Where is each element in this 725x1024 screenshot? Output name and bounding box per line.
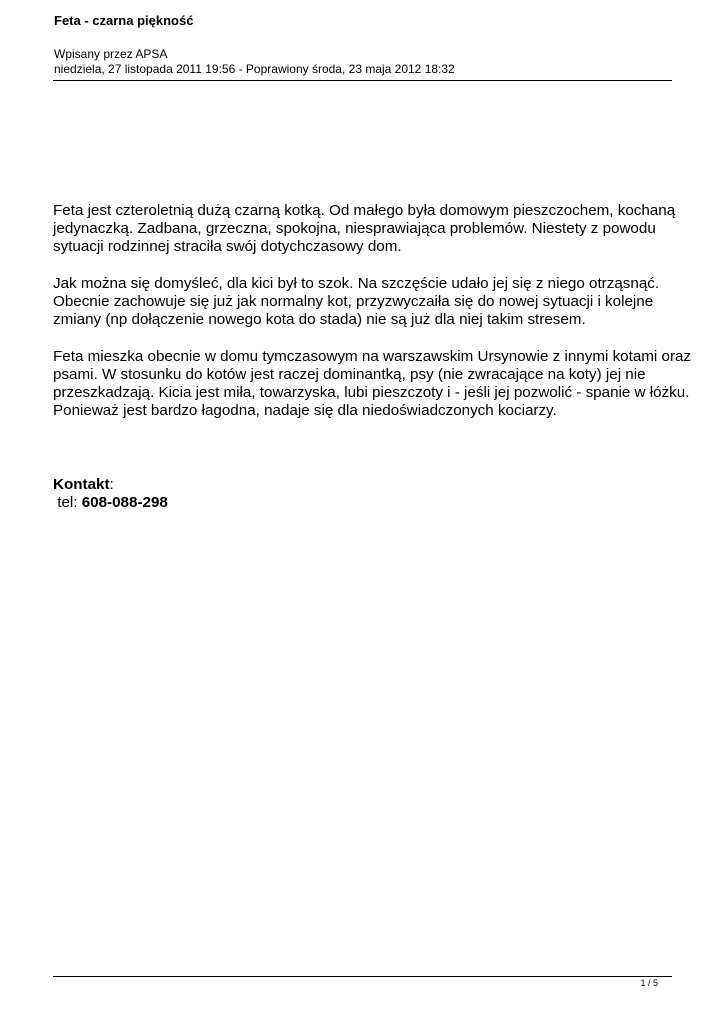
contact-label-colon: :	[109, 476, 114, 493]
article-body	[53, 202, 693, 439]
text-line: psami. W stosunku do kotów jest raczej dominantką, psy (nie zwracające na koty) jej nie	[53, 365, 646, 383]
text-line: Obecnie zachowuje się już jak normalny kot, przyzwyczaiła się do nowej sytuacji i kolejne	[53, 293, 654, 310]
text-line: Jak można się domyśleć, dla kici był to szok. Na szczęście udało jej się z niego otrząsnąć.	[53, 274, 660, 292]
text-line: Feta mieszka obecnie w domu tymczasowym na warszawskim Ursynowie z innymi kotami oraz	[53, 347, 692, 365]
paragraph-2	[53, 275, 693, 330]
text-line: przeszkadzają. Kicia jest miła, towarzyska, lubi pieszczoty i - jeśli jej pozwolić - spanie w łóżku.	[53, 384, 690, 401]
page-number: 1 / 5	[640, 978, 658, 988]
text-line: Feta jest czteroletnią dużą czarną kotką. Od małego była domowym pieszczochem, kochaną	[53, 202, 676, 219]
page-title: Feta - czarna piękność	[54, 13, 194, 28]
text-line: zmiany (np dołączenie nowego kota do stada) nie są już dla niej takim stresem.	[53, 311, 586, 329]
phone-number: 608-088-298	[81, 494, 168, 512]
contact-label: Kontakt	[53, 476, 110, 493]
paragraph-1	[53, 202, 693, 257]
text-line: jedynaczką. Zadbana, grzeczna, spokojna, niesprawiająca problemów. Niestety z powodu	[53, 220, 656, 238]
text-line: sytuacji rodzinnej straciła swój dotychczasowy dom.	[53, 238, 402, 256]
contact-phone-line	[53, 494, 168, 512]
author-line: Wpisany przez APSA	[54, 47, 168, 61]
phone-prefix: tel:	[53, 494, 82, 512]
paragraph-3	[53, 348, 693, 421]
text-line: Ponieważ jest bardzo łagodna, nadaje się dla niedoświadczonych kociarzy.	[53, 402, 557, 420]
header-divider	[53, 80, 672, 81]
footer-divider	[53, 976, 672, 977]
article-meta	[54, 47, 455, 77]
contact-heading	[53, 476, 168, 494]
date-line: niedziela, 27 listopada 2011 19:56 - Poprawiony środa, 23 maja 2012 18:32	[54, 62, 455, 76]
contact-block	[53, 476, 168, 512]
